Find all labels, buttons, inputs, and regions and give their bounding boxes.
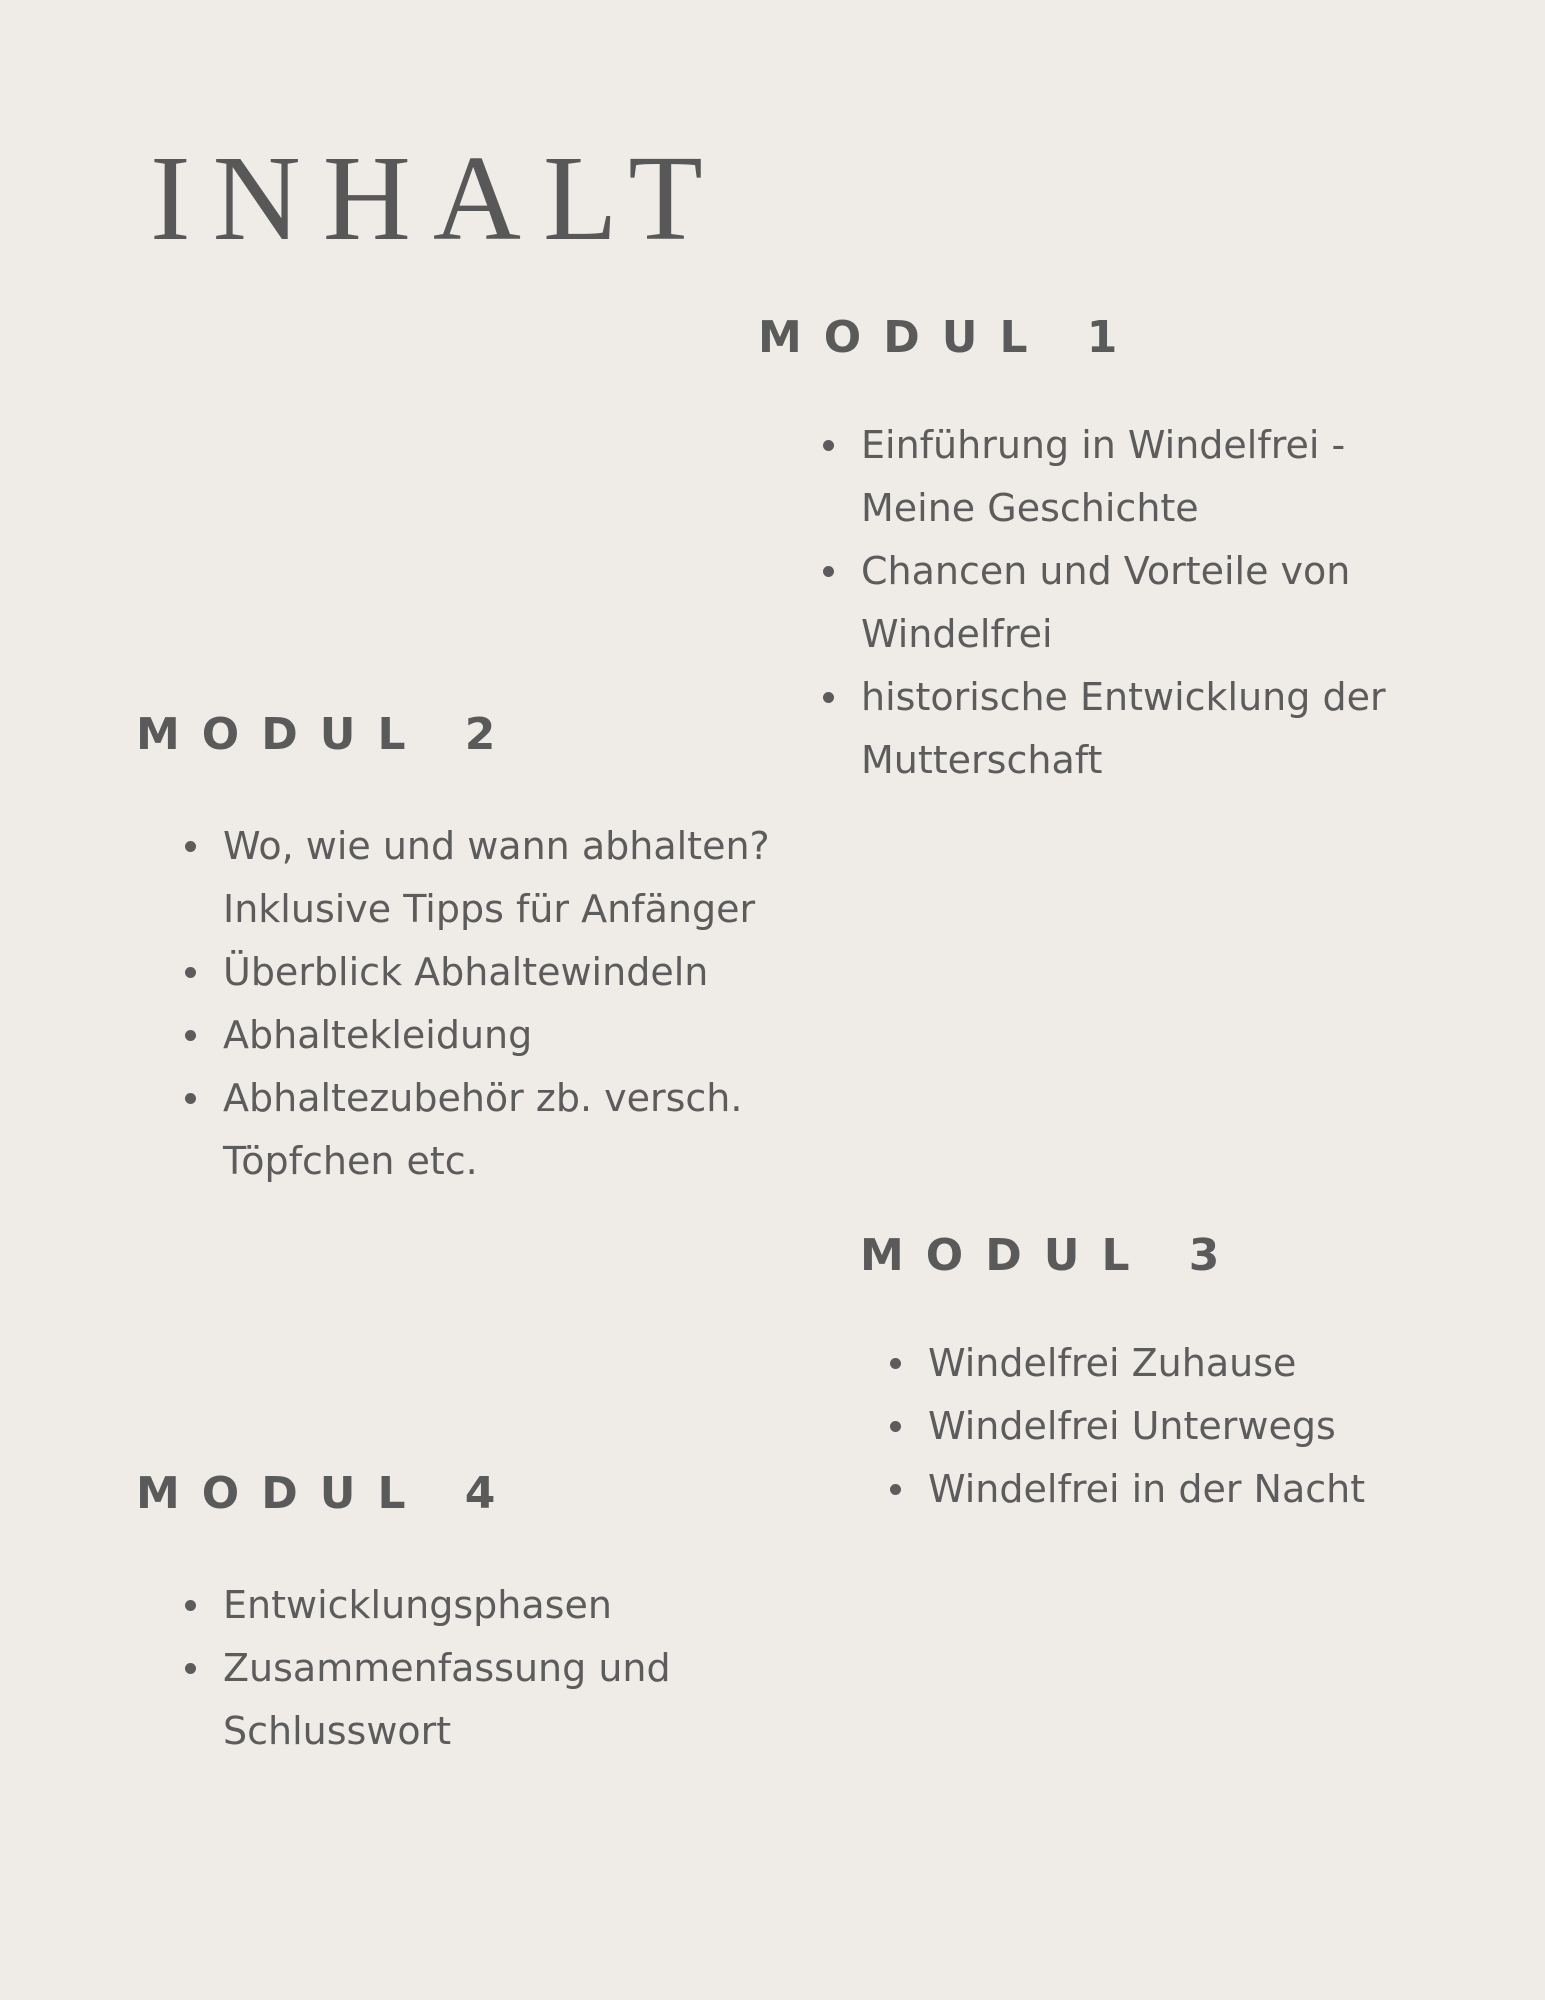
list-item-text: Chancen und Vorteile von Windelfrei: [861, 549, 1351, 656]
list-item-text: Einführung in Windelfrei - Meine Geschichte: [861, 423, 1346, 530]
module-1-section: [758, 312, 1421, 792]
list-item: [223, 1067, 823, 1193]
module-3-heading: MODUL 3: [860, 1230, 1242, 1281]
list-item: [928, 1458, 1488, 1521]
module-3-section: [860, 1230, 1488, 1521]
bullet-icon: [823, 540, 837, 603]
bullet-icon: [185, 941, 199, 1004]
module-1-list: [861, 414, 1421, 792]
bullet-icon: [185, 1637, 199, 1700]
list-item-text: Entwicklungsphasen: [223, 1583, 612, 1627]
module-3-list: [928, 1332, 1488, 1521]
bullet-icon: [890, 1458, 904, 1521]
module-2-list: [223, 815, 823, 1193]
list-item-text: Überblick Abhaltewindeln: [223, 950, 709, 994]
list-item-text: Abhaltekleidung: [223, 1013, 533, 1057]
list-item-text: Windelfrei in der Nacht: [928, 1467, 1366, 1511]
list-item-text: historische Entwicklung der Mutterschaft: [861, 675, 1386, 782]
list-item-text: Windelfrei Unterwegs: [928, 1404, 1336, 1448]
module-4-section: [136, 1468, 783, 1763]
list-item-text: Zusammenfassung und Schlusswort: [223, 1646, 671, 1753]
list-item: [223, 1574, 783, 1637]
bullet-icon: [890, 1332, 904, 1395]
page-title: INHALT: [150, 131, 725, 266]
module-4-heading: MODUL 4: [136, 1468, 518, 1519]
bullet-icon: [185, 1067, 199, 1130]
list-item: [928, 1332, 1488, 1395]
list-item: [223, 815, 823, 941]
bullet-icon: [185, 1004, 199, 1067]
bullet-icon: [185, 815, 199, 878]
module-2-section: [136, 709, 823, 1193]
list-item-text: Windelfrei Zuhause: [928, 1341, 1297, 1385]
list-item: [861, 414, 1421, 540]
list-item-text: Wo, wie und wann abhalten? Inklusive Tipps für Anfänger: [223, 824, 770, 931]
bullet-icon: [823, 666, 837, 729]
list-item: [861, 666, 1421, 792]
module-4-list: [223, 1574, 783, 1763]
list-item: [928, 1395, 1488, 1458]
bullet-icon: [823, 414, 837, 477]
list-item: [223, 1004, 823, 1067]
list-item: [223, 941, 823, 1004]
list-item: [861, 540, 1421, 666]
bullet-icon: [185, 1574, 199, 1637]
module-2-heading: MODUL 2: [136, 709, 518, 760]
list-item: [223, 1637, 783, 1763]
list-item-text: Abhaltezubehör zb. versch. Töpfchen etc.: [223, 1076, 743, 1183]
module-1-heading: MODUL 1: [758, 312, 1140, 363]
bullet-icon: [890, 1395, 904, 1458]
